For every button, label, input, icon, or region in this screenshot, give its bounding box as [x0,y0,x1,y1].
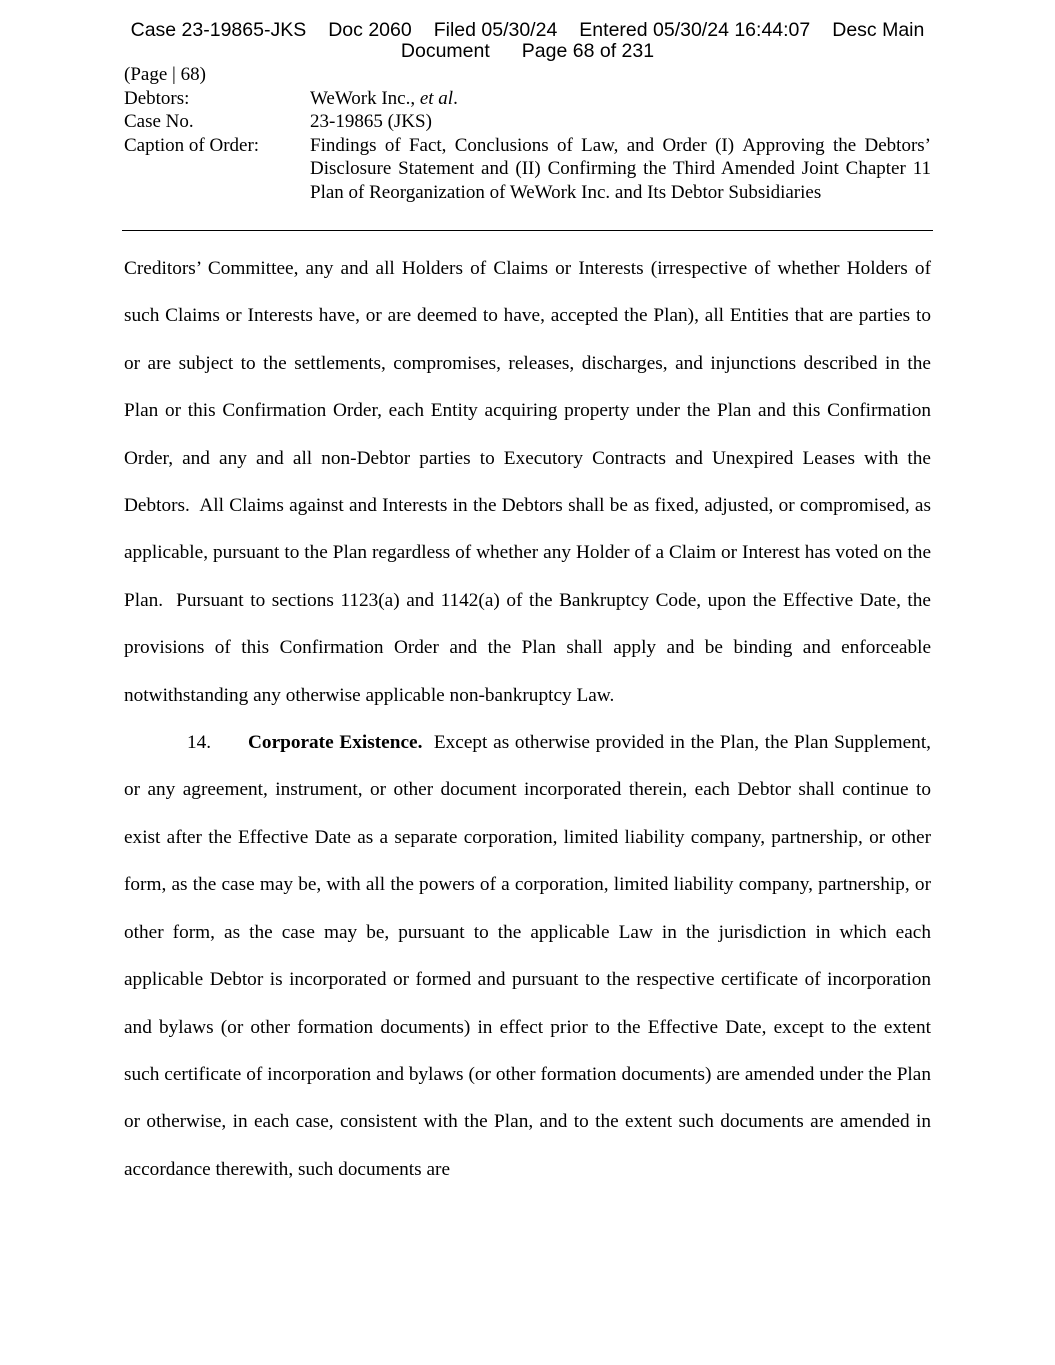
stamp-entered-date: Entered 05/30/24 16:44:07 [579,19,811,41]
stamp-case-number: Case 23-19865-JKS [130,19,307,41]
caption-of-order-label: Caption of Order: [124,134,260,156]
stamp-line-2 [0,41,1055,62]
document-body [124,245,931,1193]
caption-block [124,63,931,204]
page-reference-row [124,63,931,87]
debtors-label: Debtors: [124,87,190,109]
paragraph-number: 14. [187,732,212,754]
court-filing-stamp [0,20,1055,62]
debtors-row [124,87,931,111]
stamp-desc: Desc Main [832,19,925,41]
caption-of-order-value: Findings of Fact, Conclusions of Law, and Order (I) Approving the Debtors’ Disclosure Statement and (II) Confirming the Third Amended Joint Chapter 11 Plan of Reorganization of WeWork Inc. and Its Debtor Subsidiaries [310,134,931,203]
paragraph-continuation: Creditors’ Committee, any and all Holders of Claims or Interests (irrespective of whether Holders of such Claims or Interests have, or are deemed to have, accepted the Plan), all Entities that are parties to or are subject to the settlements, compromises, releases, discharges, and injunctions described in the Plan or this Confirmation Order, each Entity acquiring property under the Plan and this Confirmation Order, and any and all non-Debtor parties to Executory Contracts and Unexpired Leases with the Debtors. All Claims against and Interests in the Debtors shall be as fixed, adjusted, or compromised, as applicable, pursuant to the Plan regardless of whether any Holder of a Claim or Interest has voted on the Plan. Pursuant to sections 1123(a) and 1142(a) of the Bankruptcy Code, upon the Effective Date, the provisions of this Confirmation Order and the Plan shall apply and be binding and enforceable notwithstanding any otherwise applicable non-bankruptcy Law. [124,258,931,706]
stamp-doc-number: Doc 2060 [328,19,412,41]
debtors-value: WeWork Inc., et al. [310,87,458,109]
stamp-line-1 [0,20,1055,41]
debtors-et-al: et al [419,87,454,109]
paragraph-14-text: Except as otherwise provided in the Plan, the Plan Supplement, or any agreement, instrument, or other document incorporated therein, each Debtor shall continue to exist after the Effective Date as a separate corporation, limited liability company, partnership, or other form, as the case may be, with all the powers of a corporation, limited liability company, partnership, or other form, as the case may be, pursuant to the applicable Law in the jurisdiction in which each applicable Debtor is incorporated or formed and pursuant to the respective certificate of incorporation and bylaws (or other formation documents) in effect prior to the Effective Date, except to the extent such certificate of incorporation and bylaws (or other formation documents) are amended under the Plan or otherwise, in each case, consistent with the Plan, and to the extent such documents are amended in accordance therewith, such documents are [124,732,931,1180]
caption-of-order-row [124,134,931,205]
case-number-value: 23-19865 (JKS) [310,111,432,132]
stamp-filed-date: Filed 05/30/24 [433,19,558,41]
stamp-document-label: Document [400,40,490,62]
header-divider [122,230,933,231]
case-number-label: Case No. [124,111,194,132]
debtors-name: WeWork Inc., [310,87,416,109]
page-reference: (Page | 68) [124,64,206,85]
case-number-row [124,110,931,134]
paragraph-heading: Corporate Existence. [248,732,423,754]
paragraph-14 [124,719,931,1193]
stamp-page-count: Page 68 of 231 [521,40,655,62]
